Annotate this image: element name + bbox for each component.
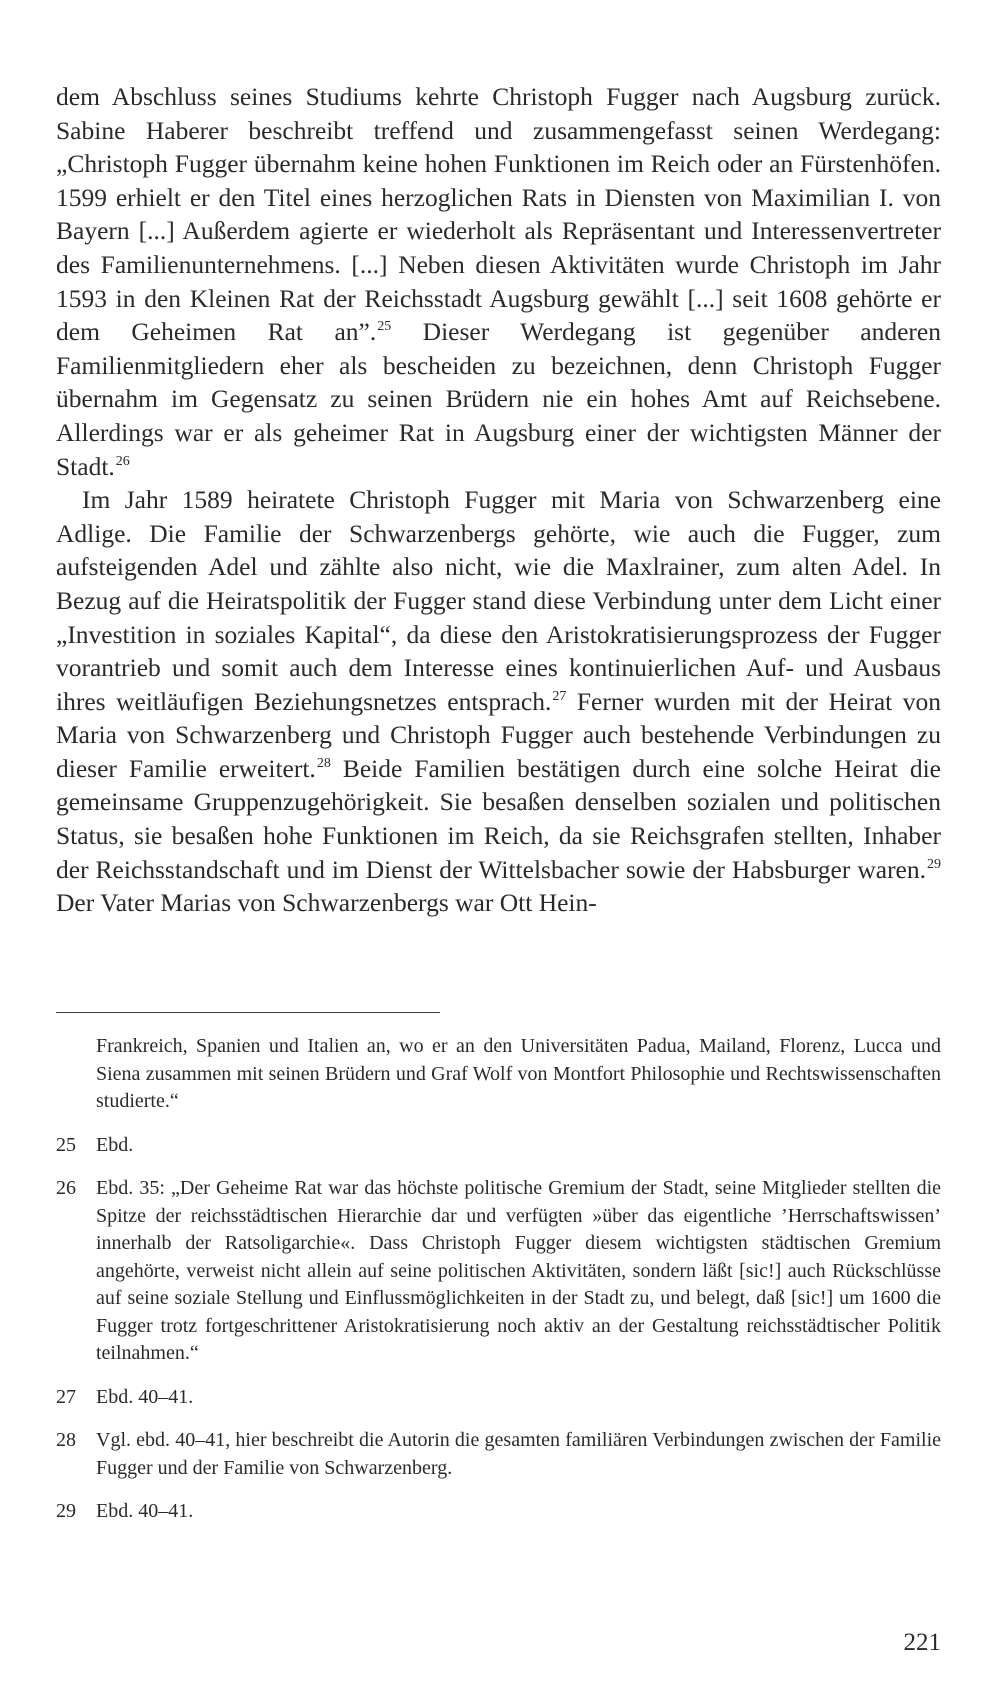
paragraph-2-text-b: Ferner wurden mit der Heirat von Maria von Schwarzenberg und Christoph Fugger auch bestehende Verbindungen zu dieser Familie erweitert. [56,686,942,783]
footnote-ref-29: 29 [927,856,941,872]
paragraph-2-text-c: Beide Familien bestätigen durch eine solche Heirat die gemeinsame Gruppenzugehörigkeit. Sie besaßen denselben sozialen und politischen Status, sie besaßen hohe Funktionen im Reich, da sie Reichsgrafen stellten, Inhaber der Reichsstandschaft und im Dienst der Wittelsbacher sowie der Habsburger waren. [56,753,941,884]
footnote-continued: Frankreich, Spanien und Italien an, wo er an den Universitäten Padua, Mailand, Florenz, Lucca und Siena zusammen mit seinen Brüdern und Graf Wolf von Montfort Philosophie und Rechtswissenschaften studierte.“ [96,1035,941,1112]
footnote-26 [56,1175,941,1368]
footnotes [56,1033,941,1526]
footnote-text: Ebd. 35: „Der Geheime Rat war das höchste politische Gremium der Stadt, seine Mitglieder stellten die Spitze der reichsstädtischen Hierarchie dar und verfügten »über das eigentliche ’Herrschaftswissen’ innerhalb der Ratsoligarchie«. Dass Christoph Fugger diesem wichtigsten städtischen Gremium angehörte, verweist nicht allein auf seine politischen Aktivitäten, sondern läßt [sic!] auch Rückschlüsse auf seine soziale Stellung und Einflussmöglichkeiten in der Stadt zu, und belegt, daß [sic!] um 1600 die Fugger trotz fortgeschrittener Aristokratisierung noch aktiv an der Gestaltung reichsstädtischer Politik teilnahmen.“ [96,1177,941,1364]
footnote-ref-27: 27 [552,688,567,704]
paragraph-1-text-a: dem Abschluss seines Studiums kehrte Christoph Fugger nach Augsburg zurück. Sabine Haberer beschreibt treffend und zusammengefasst seinen Werdegang: „Christoph Fugger übernahm keine hohen Funktionen im Reich oder an Fürstenhöfen. 1599 erhielt er den Titel eines herzoglichen Rats in Diensten von Maximilian I. von Bayern [...] Außerdem agierte er wiederholt als Repräsentant und Interessenvertreter des Familienunternehmens. [...] Neben diesen Aktivitäten wurde Christoph im Jahr 1593 in den Kleinen Rat der Reichsstadt Augsburg gewählt [...] seit 1608 gehörte er dem Geheimen Rat an”. [56,82,941,347]
footnote-number: 27 [56,1385,76,1408]
footnote-27 [56,1384,941,1412]
footnote-29 [56,1498,941,1526]
paragraph-2-text-d: Der Vater Marias von Schwarzenbergs war Ott Hein- [56,888,597,918]
footnote-28 [56,1427,941,1482]
paragraph-2-text-a: Im Jahr 1589 heiratete Christoph Fugger mit Maria von Schwarzenberg eine Adlige. Die Familie der Schwarzenbergs gehörte, wie auch die Fugger, zum aufsteigenden Adel und zählte also nicht, wie die Maxlrainer, zum alten Adel. In Bezug auf die Heiratspolitik der Fugger stand diese Verbindung unter dem Licht einer „Investition in soziales Kapital“, da diese den Aristokratisierungsprozess der Fugger vorantrieb und somit auch dem Interesse eines kontinuierlichen Auf- und Ausbaus ihres weitläufigen Beziehungsnetzes entsprach. [56,485,941,716]
footnote-ref-26: 26 [115,453,130,469]
footnote-text: Ebd. 40–41. [96,1385,194,1408]
footnote-25 [56,1132,941,1160]
page-number: 221 [903,1629,941,1656]
footnote-ref-28: 28 [316,755,331,771]
paragraph-1 [56,80,941,483]
footnote-ref-25: 25 [377,319,392,335]
paragraph-1-text-b: Dieser Werdegang ist gegenüber anderen Familienmitgliedern eher als bescheiden zu bezeichnen, denn Christoph Fugger übernahm im Gegensatz zu seinen Brüdern nie ein hohes Amt auf Reichsebene. Allerdings war er als geheimer Rat in Augsburg einer der wichtigsten Männer der Stadt. [56,317,941,481]
footnote-number: 29 [56,1500,76,1522]
main-text [56,80,941,920]
footnote-number: 26 [56,1177,76,1199]
footnote-number: 25 [56,1133,76,1156]
paragraph-2 [56,483,941,920]
footnote-text: Vgl. ebd. 40–41, hier beschreibt die Autorin die gesamten familiären Verbindungen zwischen der Familie Fugger und der Familie von Schwarzenberg. [96,1429,941,1479]
footnote-text: Ebd. [96,1133,134,1156]
footnote-number: 28 [56,1429,76,1451]
footnote-text: Ebd. 40–41. [96,1500,194,1522]
footnote-separator [56,1012,440,1013]
